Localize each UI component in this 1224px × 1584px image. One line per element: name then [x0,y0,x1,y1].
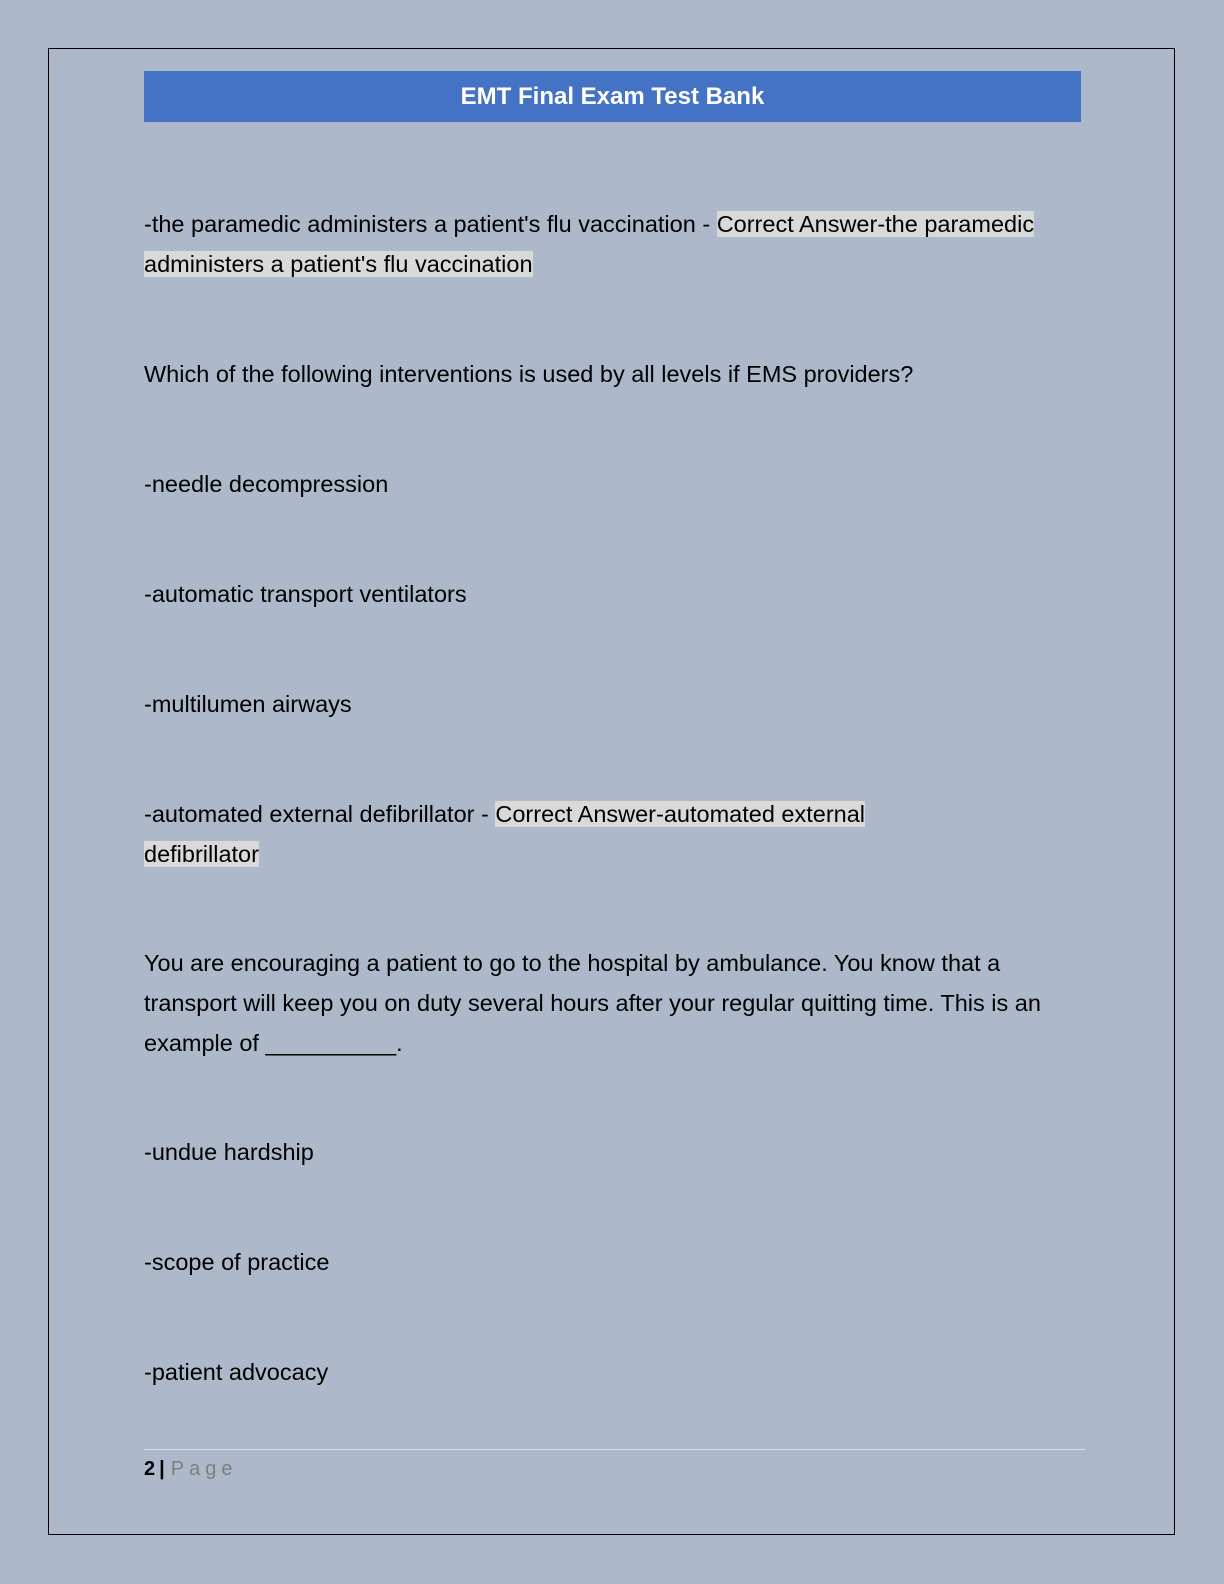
correct-answer-highlight: Correct Answer-automated external defibrillator [144,801,866,867]
page-footer [144,1454,237,1484]
page-number: 2 [144,1458,156,1480]
answer-option: -undue hardship [144,1139,314,1165]
page-label: Page [170,1458,238,1480]
document-header [144,71,1081,122]
answer-option: -multilumen airways [144,691,352,717]
answer-option: -patient advocacy [144,1359,329,1385]
answer-line [144,794,964,874]
footer-separator: | [159,1458,165,1480]
answer-option-text: -automated external defibrillator - [144,801,496,827]
correct-answer-highlight: Correct Answer-the paramedic administers a patient's flu vaccination [144,211,1035,277]
question-text: Which of the following interventions is used by all levels if EMS providers? [144,361,914,387]
question-text: You are encouraging a patient to go to the hospital by ambulance. You know that a transport will keep you on duty several hours after your regular quitting time. This is an example of __________. [144,950,1041,1056]
answer-option-text: -the paramedic administers a patient's flu vaccination - [144,211,717,237]
answer-option: -automatic transport ventilators [144,581,467,607]
document-title: EMT Final Exam Test Bank [460,82,765,110]
answer-option: -scope of practice [144,1249,330,1275]
answer-option: -needle decompression [144,471,389,497]
answer-line [144,204,1084,284]
footer-divider [144,1449,1085,1450]
